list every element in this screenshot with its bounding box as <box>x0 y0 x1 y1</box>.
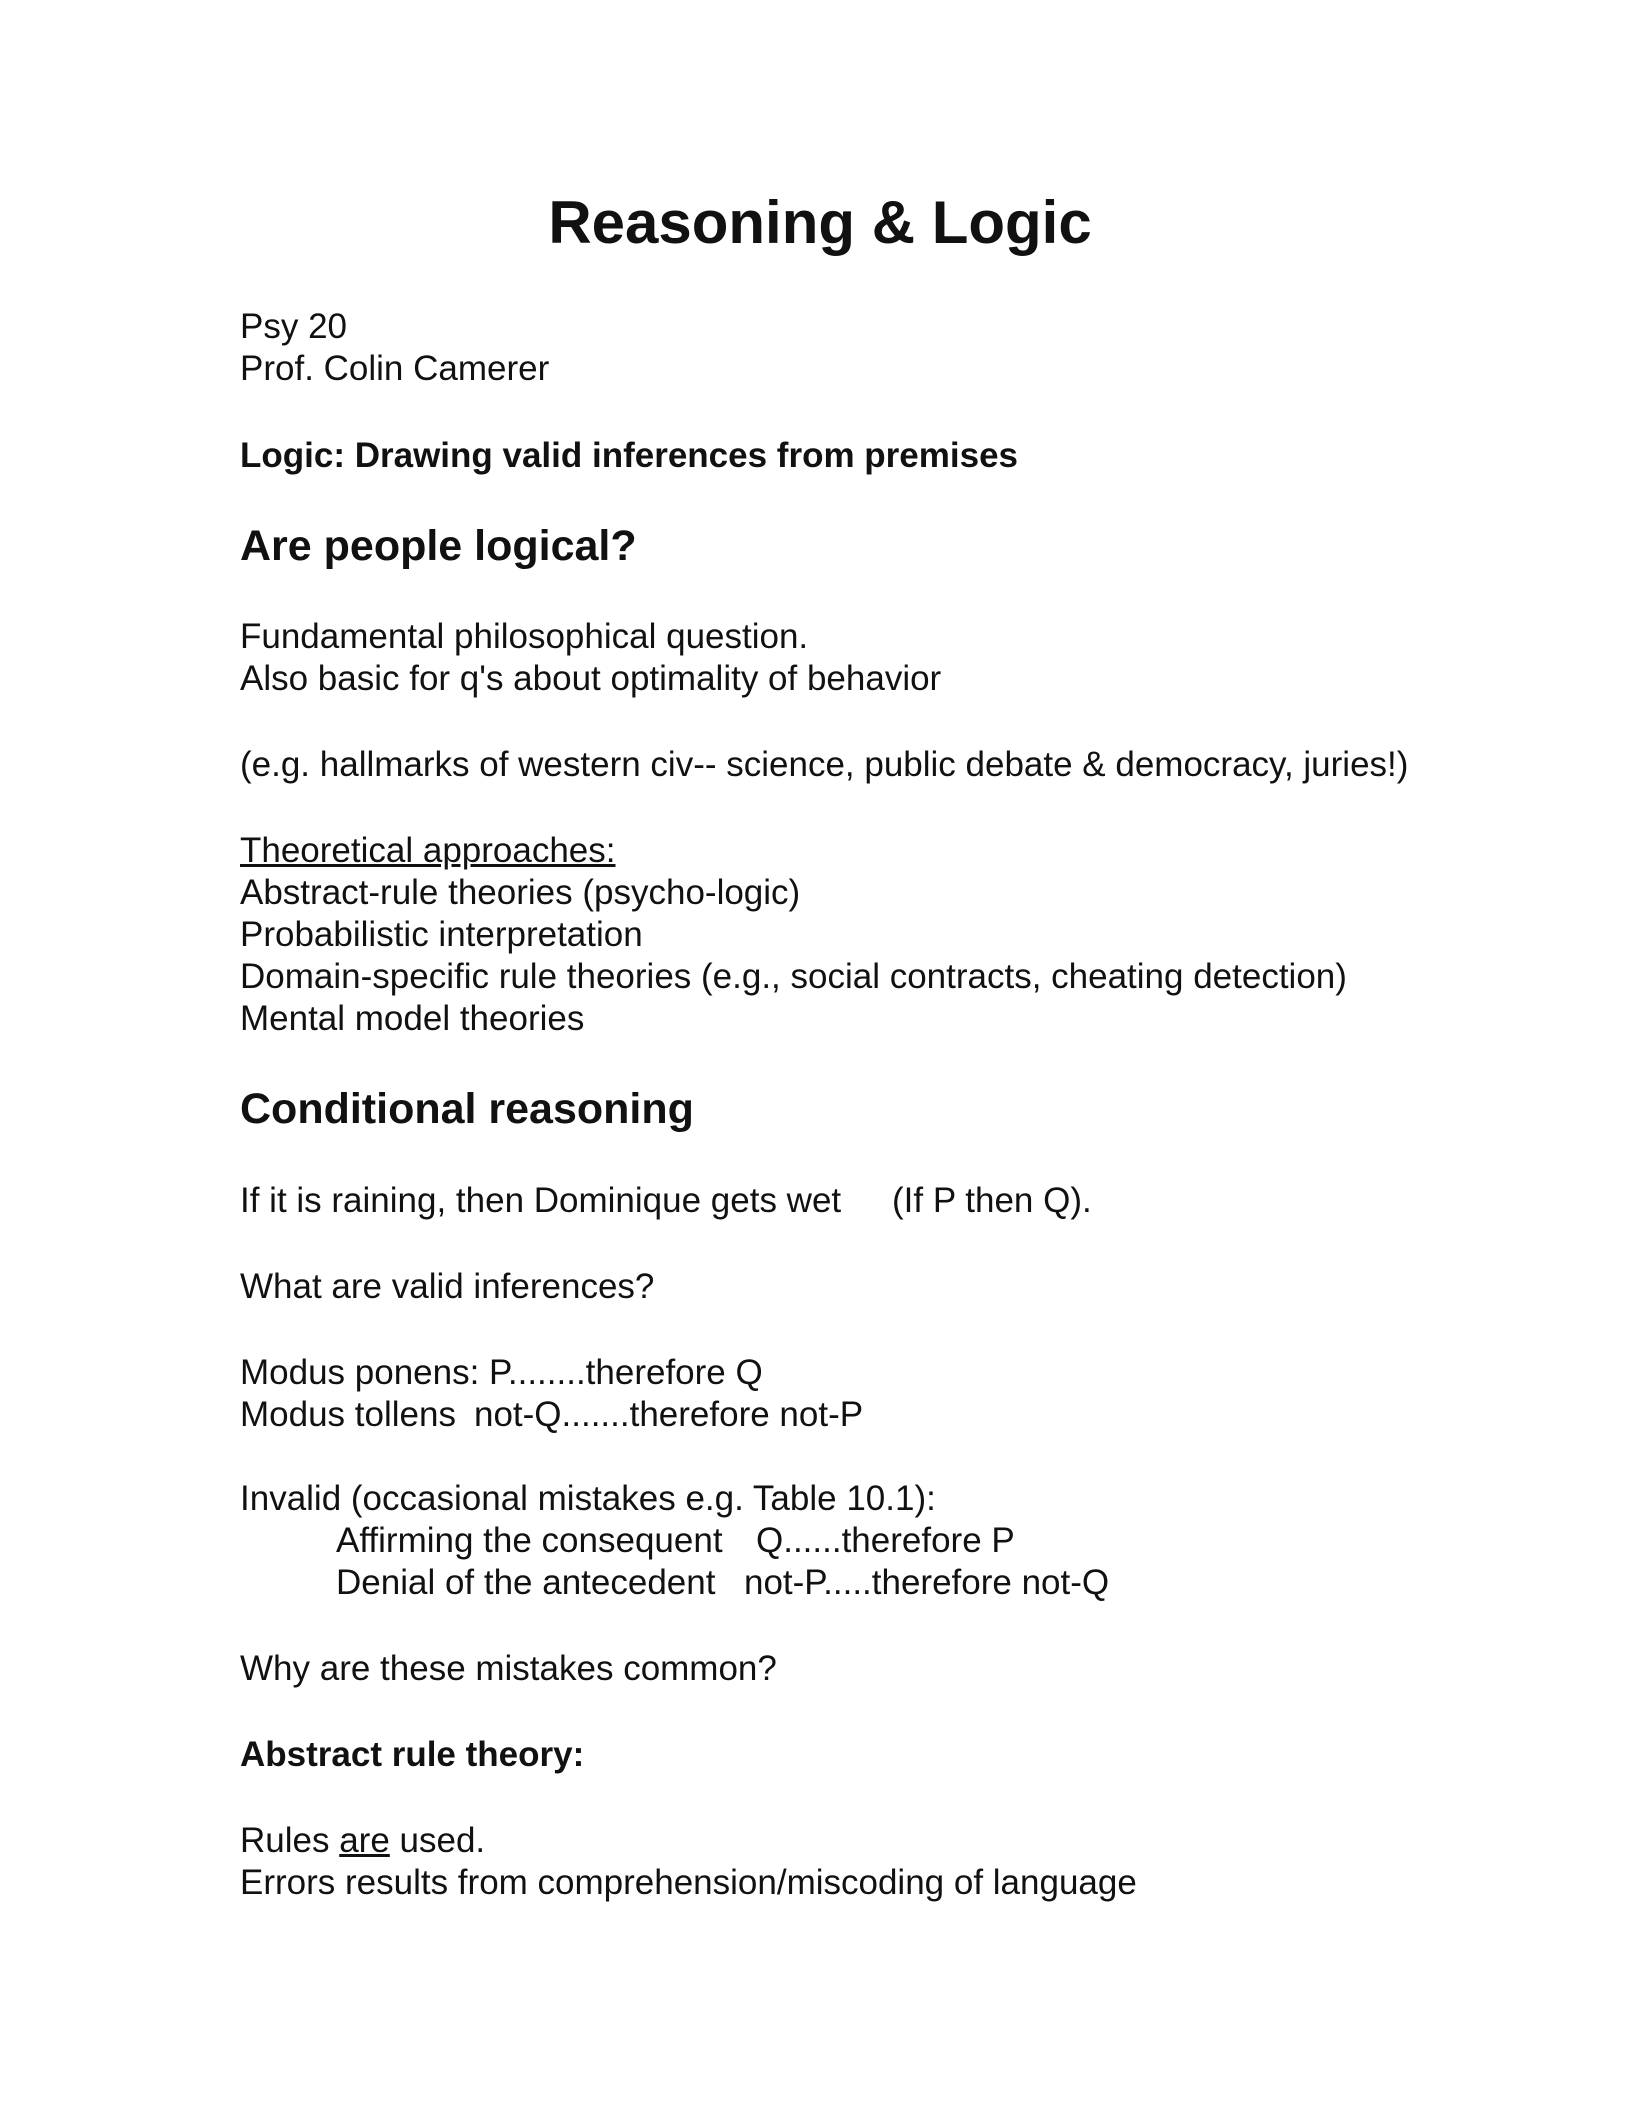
section-heading-are-people-logical: Are people logical? <box>240 522 637 570</box>
invalid-item-name: Affirming the consequent <box>336 1521 723 1560</box>
invalid-heading: Invalid (occasional mistakes e.g. Table 10.1): <box>240 1479 936 1518</box>
course-line: Psy 20 <box>240 307 347 346</box>
body-line: Fundamental philosophical question. <box>240 617 809 656</box>
rules-text-emphasis: are <box>339 1821 390 1860</box>
conditional-statement <box>240 1180 841 1222</box>
approach-item: Mental model theories <box>240 999 585 1038</box>
body-line: Also basic for q's about optimality of behavior <box>240 659 942 698</box>
rules-line <box>240 1820 485 1862</box>
invalid-item-form: not-P.....therefore not-Q <box>744 1563 1110 1602</box>
errors-line: Errors results from comprehension/miscoding of language <box>240 1863 1137 1902</box>
approach-item: Probabilistic interpretation <box>240 915 643 954</box>
invalid-item-form: Q......therefore P <box>756 1521 1015 1560</box>
section-heading-conditional-reasoning: Conditional reasoning <box>240 1085 694 1133</box>
example-line: (e.g. hallmarks of western civ-- science, public debate & democracy, juries!) <box>240 745 1409 784</box>
logic-definition: Logic: Drawing valid inferences from premises <box>240 436 1018 475</box>
conditional-text: If it is raining, then Dominique gets wet <box>240 1181 842 1220</box>
valid-inferences-question: What are valid inferences? <box>240 1267 655 1306</box>
why-question: Why are these mistakes common? <box>240 1649 777 1688</box>
modus-tollens-label: Modus tollens <box>240 1395 456 1434</box>
approach-item: Abstract-rule theories (psycho-logic) <box>240 873 801 912</box>
rules-text-pre: Rules <box>240 1821 340 1860</box>
approach-item: Domain-specific rule theories (e.g., social contracts, cheating detection) <box>240 957 1347 996</box>
modus-tollens-form: not-Q.......therefore not-P <box>474 1395 864 1434</box>
modus-ponens-line: Modus ponens: P........therefore Q <box>240 1353 763 1392</box>
approaches-heading: Theoretical approaches: <box>240 831 616 870</box>
rules-text-post: used. <box>389 1821 486 1860</box>
page-title: Reasoning & Logic <box>548 189 1092 256</box>
professor-line: Prof. Colin Camerer <box>240 349 550 388</box>
section-heading-abstract-rule-theory: Abstract rule theory: <box>240 1735 585 1774</box>
conditional-form: (If P then Q). <box>892 1181 1092 1220</box>
invalid-item-name: Denial of the antecedent <box>336 1563 716 1602</box>
